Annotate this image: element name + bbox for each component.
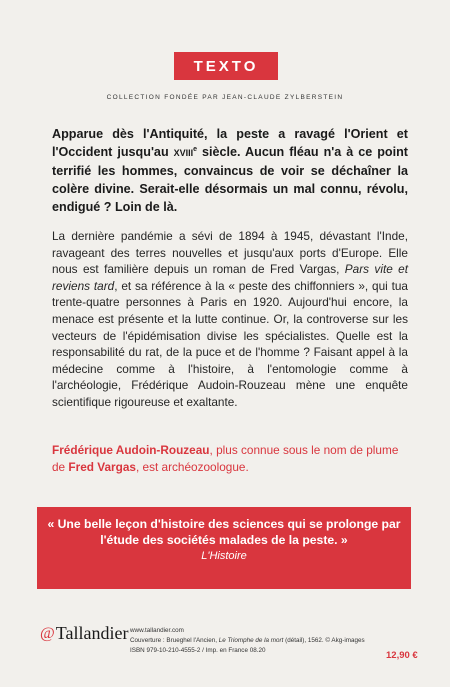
price-tag: 12,90 € bbox=[386, 650, 418, 661]
cover-credit-line bbox=[130, 636, 380, 646]
body-text-1: La dernière pandémie a sévi de 1894 à 1945, dévastant l'Inde, ravageant des terres nouvelles et jusqu'aux ports d'Europe. Elle nous est familière depuis un roman de Fred Vargas, bbox=[52, 229, 408, 277]
website-line: www.tallandier.com bbox=[130, 627, 184, 634]
publisher-name: Tallandier bbox=[55, 623, 129, 643]
body-text-2: , et sa référence à la « peste des chiffonniers », qui tua trente-quatre personnes à Paris en 1920. Aujourd'hui encore, la menace est présente et la lutte continue. Or, la controverse sur les vecteurs de l'épidémisation divise les spécialistes. Quelle est la responsabilité du rat, de la puce et de l'homme ? Faisant appel à la médecine comme à l'histoire, à l'entomologie comme à l'archéologie, Frédérique Audoin-Rouzeau mène une enquête scientifique rigoureuse et exaltante. bbox=[52, 278, 408, 409]
book-title: Pars vite et reviens tard bbox=[52, 262, 409, 293]
bio-middle: , plus connue sous le nom de plume de bbox=[52, 443, 399, 474]
quote-text: « Une belle leçon d'histoire des sciences qui se prolonge par l'étude des sociétés malades de la peste. » bbox=[47, 517, 401, 547]
credits-block bbox=[130, 626, 380, 657]
lead-century-suffix: e bbox=[193, 145, 198, 153]
lead-paragraph bbox=[52, 125, 408, 216]
cover-credit-prefix: Couverture : Brueghel l'Ancien, bbox=[130, 637, 219, 645]
quote-source: L'Histoire bbox=[201, 550, 247, 562]
pen-name: Fred Vargas bbox=[68, 459, 136, 474]
bio-end: , est archéozoologue. bbox=[135, 459, 249, 474]
lead-century: XVIII bbox=[173, 148, 194, 158]
collection-line: COLLECTION FONDÉE PAR JEAN-CLAUDE ZYLBERSTEIN bbox=[106, 94, 344, 101]
lead-text-1: Apparue dès l'Antiquité, la peste a ravagé l'Orient et l'Occident jusqu'au bbox=[52, 127, 408, 159]
lead-text-2: siècle. Aucun fléau n'a à ce point terrifié les hommes, convaincus de voir se déchaîner la colère divine. Serait-elle désormais un mal connu, révolu, endigué ? Loin de là. bbox=[52, 145, 408, 214]
isbn-line: ISBN 979-10-210-4555-2 / Imp. en France 08.20 bbox=[130, 647, 266, 655]
author-name: Frédérique Audoin-Rouzeau bbox=[52, 443, 210, 457]
body-paragraph bbox=[52, 228, 408, 411]
author-bio bbox=[52, 442, 408, 475]
cover-painting-title: Le Triomphe de la mort bbox=[218, 637, 284, 645]
cover-credit-suffix: (détail), 1562. © Akg-images bbox=[283, 637, 365, 645]
publisher-logo bbox=[40, 623, 128, 644]
quote-box bbox=[37, 507, 411, 589]
series-badge: TEXTO bbox=[174, 52, 278, 80]
publisher-at-icon: @ bbox=[40, 624, 55, 642]
